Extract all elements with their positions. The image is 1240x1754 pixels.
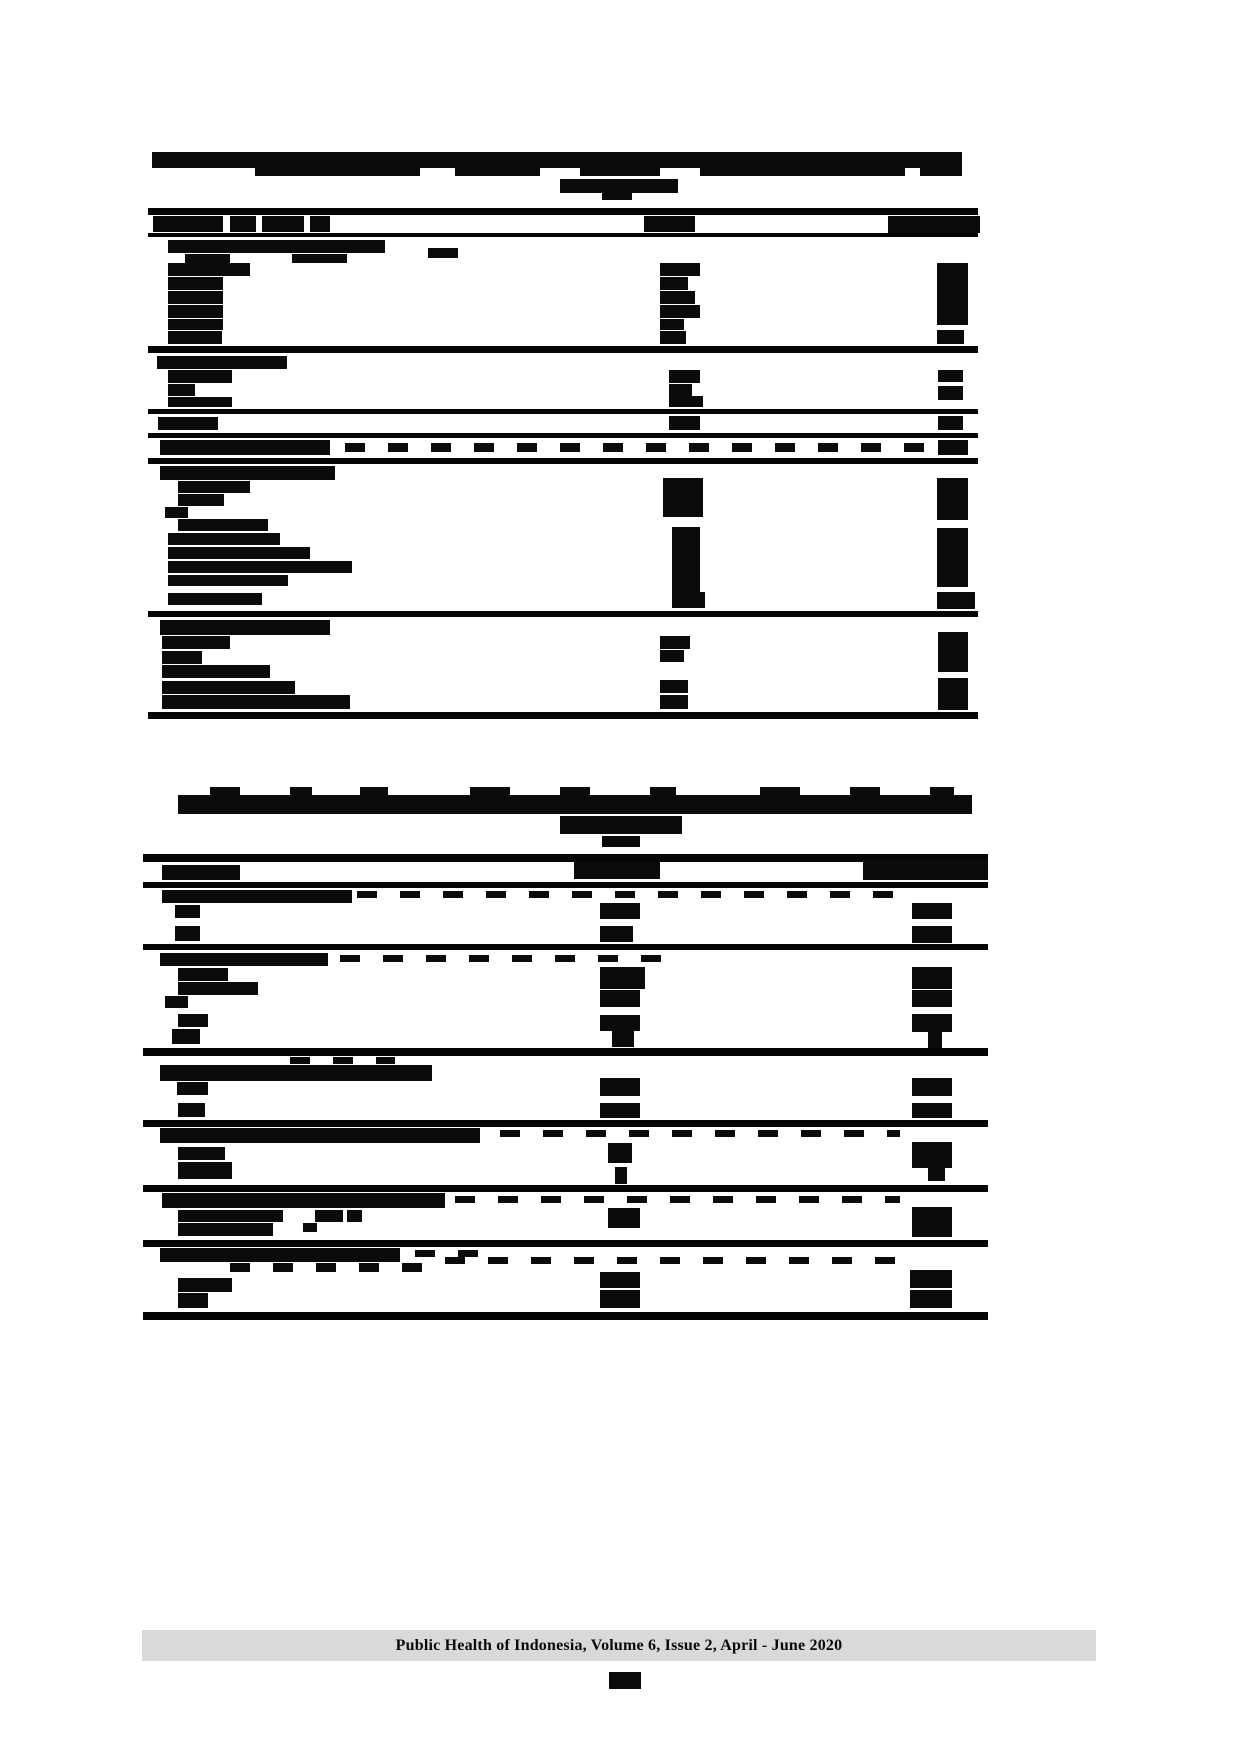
redaction-bar [574,862,660,879]
redaction-bar [560,179,678,193]
redaction-bar [162,651,202,664]
redaction-bar [255,168,420,176]
redaction-bar [660,263,700,276]
redaction-bar [910,1290,952,1308]
redaction-bar [178,1103,205,1117]
redaction-bar [168,593,262,605]
redaction-bar [178,968,228,981]
redaction-bar [178,481,250,493]
redaction-bar [168,561,352,573]
redaction-bar [669,384,692,396]
redaction-bar [600,990,640,1007]
redaction-bar [560,787,590,795]
redaction-dashes [415,1250,480,1257]
redaction-bar [303,1223,317,1232]
redaction-bar [660,331,686,344]
redaction-bar [160,953,328,966]
redaction-bar [580,168,660,176]
redaction-bar [912,926,952,943]
redaction-bar [168,240,385,253]
redaction-bar [608,1143,632,1163]
redaction-bar [168,319,223,330]
redaction-bar [912,967,952,989]
redaction-bar [178,1278,232,1292]
redaction-bar [178,1014,208,1027]
redaction-bar [600,926,633,942]
redaction-bar [937,592,975,609]
redaction-bar [162,890,352,903]
redaction-bar [912,1103,952,1118]
redaction-bar [600,903,640,919]
redaction-bar [850,787,880,795]
redaction-bar [937,263,968,325]
redaction-bar [168,277,223,290]
redaction-bar [168,533,280,545]
redaction-bar [660,695,688,709]
redaction-bar [178,1223,273,1236]
redaction-rule [148,233,978,237]
redaction-bar [290,787,312,795]
redaction-bar [360,787,388,795]
redaction-bar [928,1168,945,1181]
redaction-bar [912,903,952,919]
redaction-bar [168,370,232,383]
redaction-bar [660,319,684,330]
redaction-dashes [230,1263,430,1272]
redaction-rule [148,208,978,215]
redaction-rule [143,854,988,862]
redaction-rule [143,1048,988,1056]
redaction-bar [168,331,222,344]
redaction-bar [178,1210,283,1222]
redaction-bar [162,681,295,694]
redaction-bar [178,795,972,814]
redaction-bar [172,1029,200,1044]
redaction-rule [143,1185,988,1192]
redaction-bar [168,547,310,559]
redaction-bar [160,440,330,455]
redaction-bar [937,528,968,587]
redaction-dashes [290,1057,395,1064]
redaction-bar [912,1014,952,1032]
redaction-rule [148,458,978,464]
redaction-bar [600,1103,640,1118]
redaction-bar [178,1293,208,1308]
redaction-bar [178,1162,232,1179]
redaction-bar [152,152,962,168]
redaction-rule [148,346,978,353]
redaction-bar [912,990,952,1007]
redaction-bar [660,305,700,318]
redaction-bar [937,330,964,344]
redaction-bar [157,356,287,369]
redaction-bar [175,905,200,918]
redaction-bar [175,926,200,941]
redaction-bar [162,865,240,880]
redaction-dashes [340,955,670,962]
redaction-bar [310,216,330,232]
redaction-bar [938,632,968,672]
redaction-dashes [455,1196,900,1203]
redaction-bar [162,665,270,678]
redaction-bar [928,1032,942,1048]
redaction-bar [162,695,350,709]
redaction-rule [143,1120,988,1127]
redaction-rule [143,1240,988,1247]
redaction-bar [663,478,703,517]
redaction-bar [230,216,256,232]
redaction-bar [600,1290,640,1308]
redaction-bar [937,478,968,520]
redaction-bar [612,1031,634,1047]
redaction-bar [669,370,700,383]
redaction-bar [600,1015,640,1031]
redaction-bar [160,1128,480,1143]
redaction-rule [148,433,978,438]
redaction-bar [938,370,963,382]
redaction-bar [602,193,632,200]
redaction-bar [162,1193,445,1208]
redaction-bar [600,1078,640,1096]
redaction-bar [863,860,988,880]
redaction-rule [148,712,978,719]
redaction-bar [178,519,268,531]
redaction-bar [672,592,705,608]
redaction-bar [660,636,690,649]
redaction-bar [470,787,510,795]
redaction-rule [143,1312,988,1320]
redaction-dashes [345,443,930,452]
redaction-bar [160,1065,432,1081]
redaction-bar [660,277,688,290]
redaction-bar [660,291,695,304]
journal-footer-text: Public Health of Indonesia, Volume 6, Issue 2, April - June 2020 [395,1636,843,1654]
redaction-bar [650,787,676,795]
redaction-bar [615,1167,627,1184]
redaction-bar [602,836,640,847]
redaction-dashes [357,891,902,898]
redaction-bar [428,248,458,258]
redaction-bar [178,494,224,506]
redaction-bar [165,996,188,1008]
redaction-bar [177,1082,208,1095]
redaction-bar [347,1210,362,1222]
redaction-bar [660,650,684,662]
redaction-bar [292,254,347,263]
redaction-bar [760,787,800,795]
redaction-rule [143,944,988,950]
redaction-bar [168,263,250,276]
redaction-bar [938,440,968,455]
redaction-bar [185,254,230,263]
redaction-bar [178,982,258,995]
redaction-bar [938,386,963,400]
redaction-bar [600,967,645,989]
redaction-bar [168,305,223,318]
redaction-bar [912,1207,952,1237]
redaction-rule [148,409,978,414]
redaction-bar [315,1210,343,1222]
redaction-bar [165,507,188,518]
redaction-bar [162,636,230,649]
redaction-bar [160,1248,400,1262]
redaction-bar [700,168,905,176]
redaction-bar [168,397,232,407]
redaction-bar [158,417,218,430]
redaction-bar [672,527,700,592]
redaction-bar [888,216,980,233]
redaction-bar [912,1078,952,1096]
redaction-dashes [445,1257,900,1264]
redaction-bar [669,396,703,407]
redaction-bar [660,680,688,693]
redaction-bar [669,416,700,430]
redaction-rule [148,611,978,617]
redaction-bar [168,291,223,304]
redaction-rule [143,882,988,888]
redaction-dashes [500,1130,900,1137]
redaction-bar [912,1142,952,1168]
redaction-bar [455,168,540,176]
redaction-bar [153,216,223,232]
redaction-bar [168,575,288,586]
redaction-bar [560,816,682,834]
journal-footer-band [142,1630,1096,1661]
redaction-bar [910,1270,952,1288]
redaction-bar [160,466,335,480]
redaction-bar [210,787,240,795]
redaction-bar [168,384,195,396]
redaction-bar [938,416,963,430]
redaction-bar [608,1208,640,1228]
redaction-bar [600,1272,640,1288]
redaction-bar [644,216,695,232]
redaction-bar [262,216,304,232]
page-number-redaction [609,1672,641,1689]
redaction-bar [938,678,968,710]
redaction-bar [178,1147,225,1160]
redaction-bar [930,787,954,795]
redaction-bar [920,168,962,176]
redaction-bar [160,620,330,635]
